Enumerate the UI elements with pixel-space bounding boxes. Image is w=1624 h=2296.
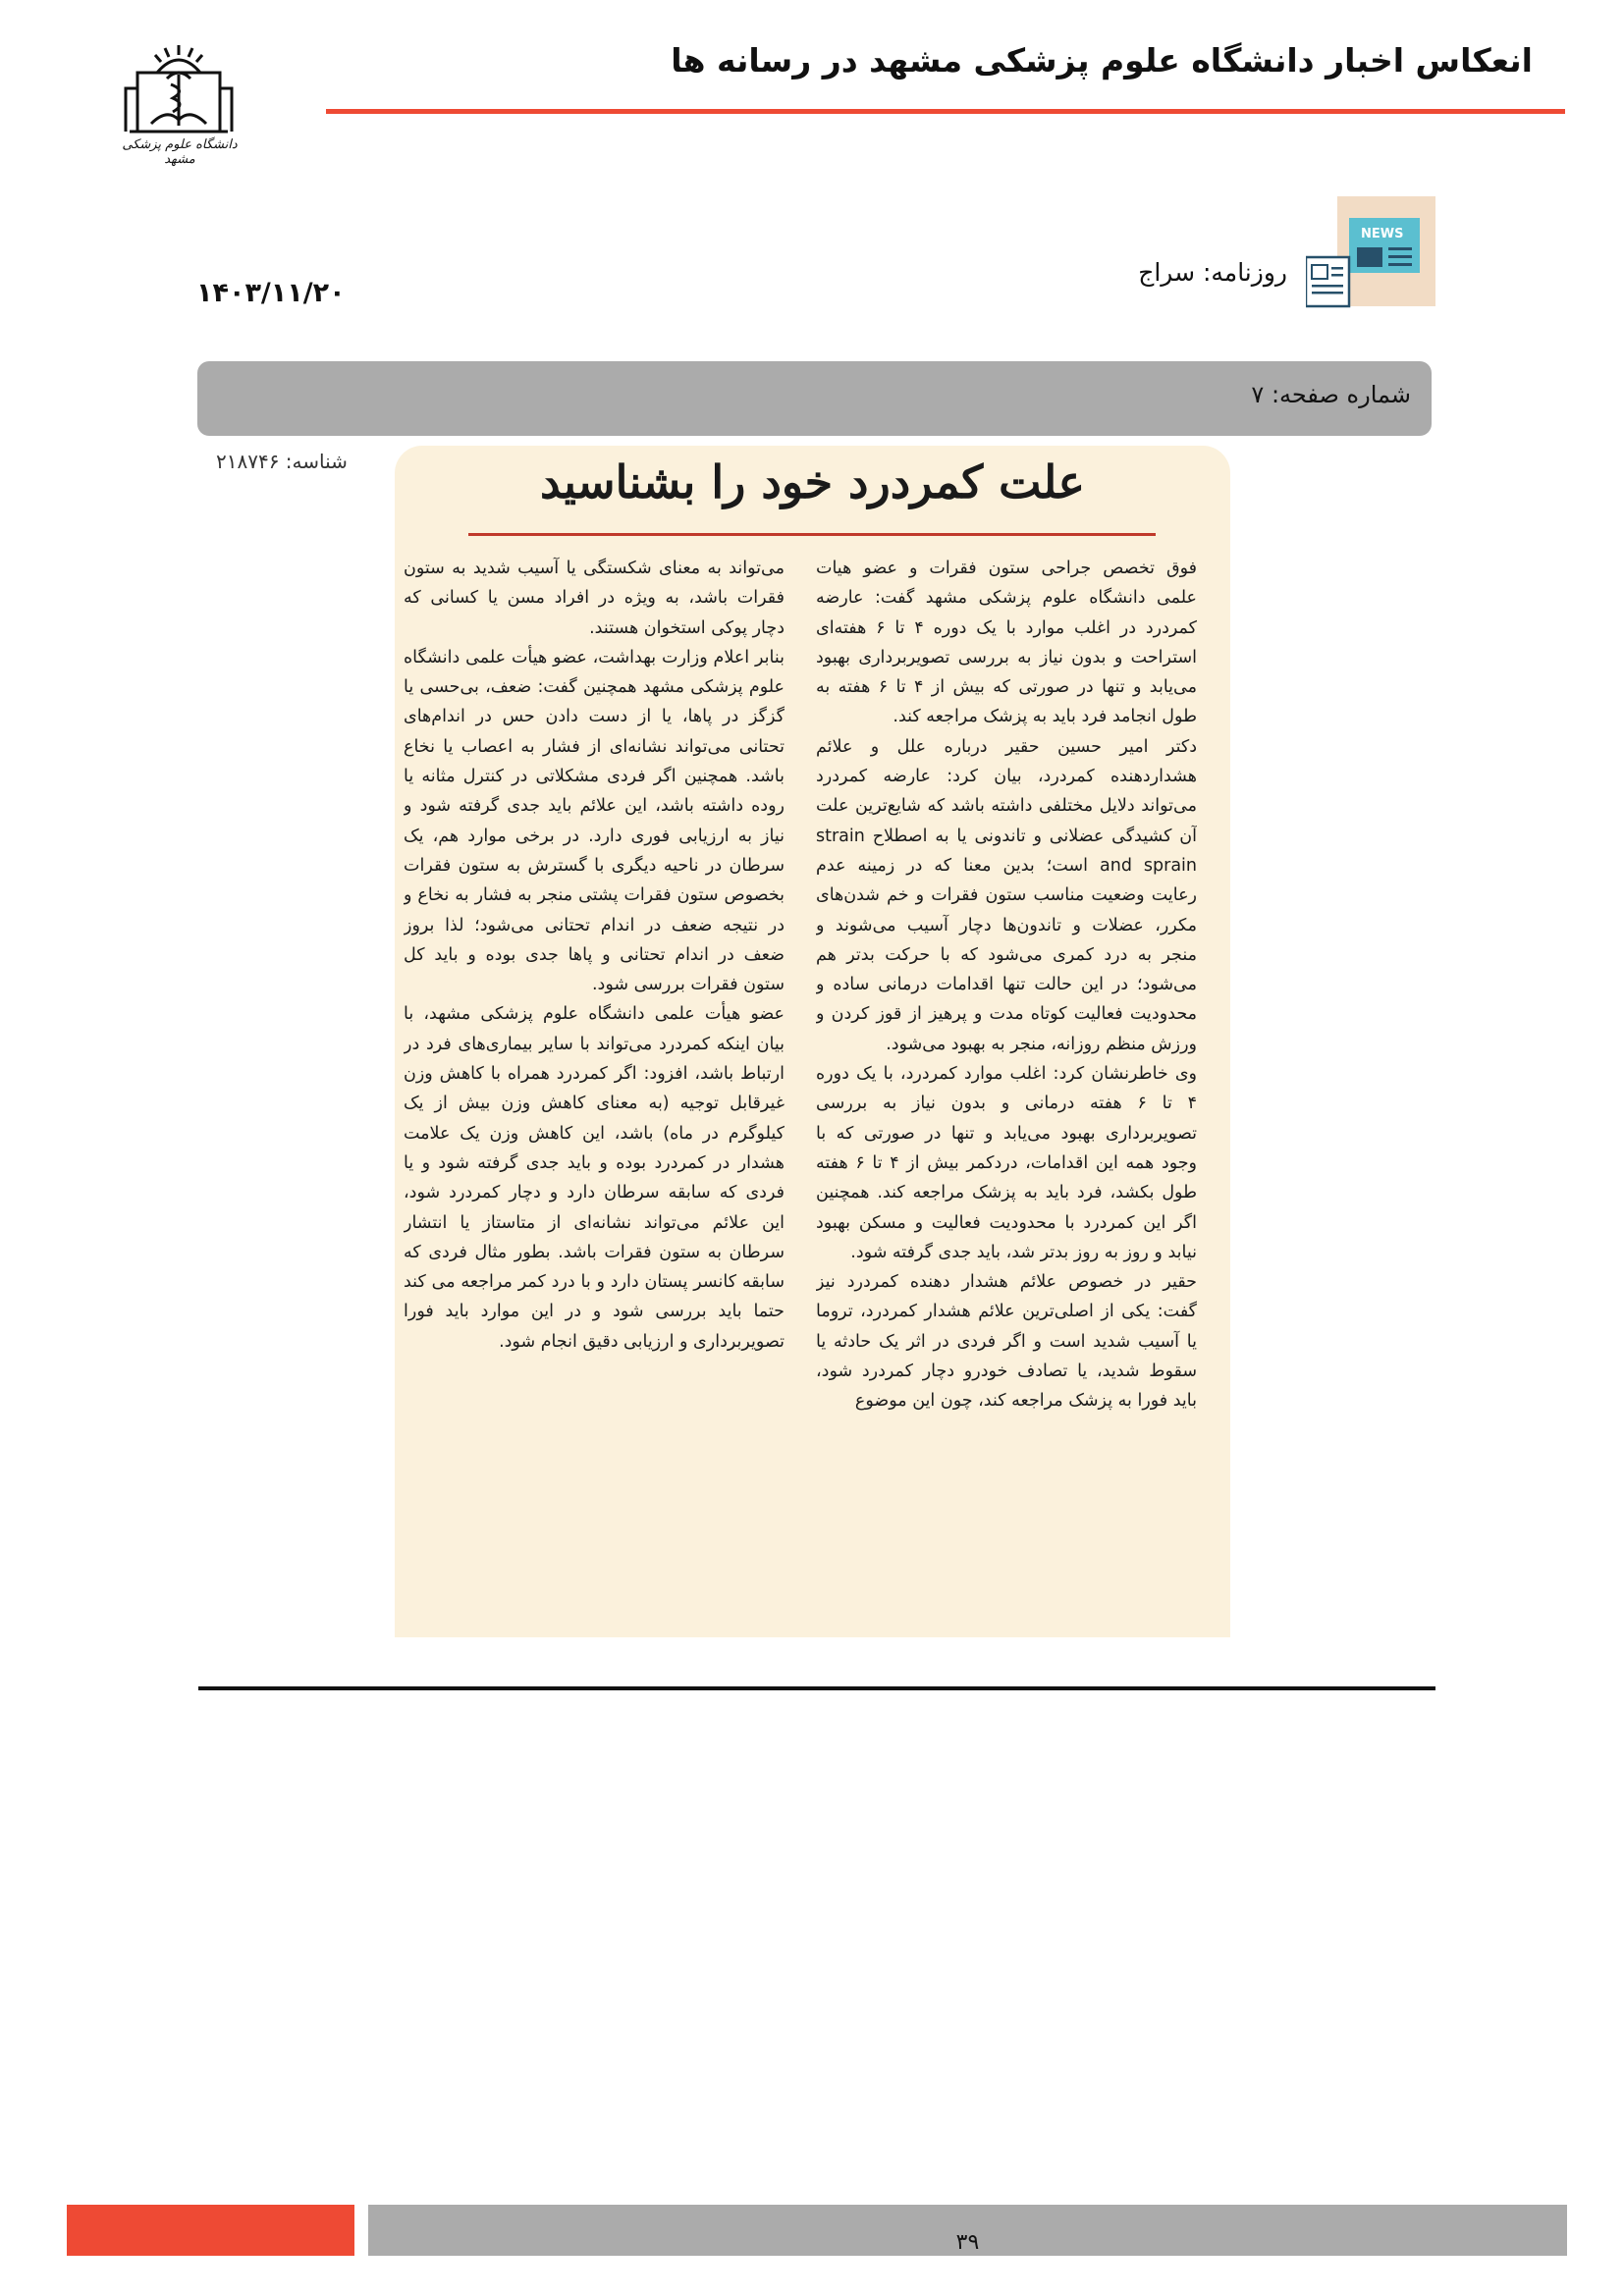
svg-text:NEWS: NEWS [1361, 227, 1404, 241]
document-id: شناسه: ۲۱۸۷۴۶ [216, 450, 348, 473]
publication-date: ۱۴۰۳/۱۱/۲۰ [196, 278, 346, 308]
newspaper-name: روزنامه: سراج [1138, 258, 1287, 287]
article-paragraph: می‌تواند به معنای شکستگی یا آسیب شدید به ستون فقرات باشد، به ویژه در افراد مسن یا کسانی که دچار پوکی استخوان هستند. [404, 559, 785, 638]
university-logo-icon [118, 39, 241, 147]
article-headline: علت کمردرد خود را بشناسید [540, 455, 1085, 508]
news-clipping [395, 446, 1230, 1637]
header-divider [326, 109, 1565, 114]
article-paragraph: حقیر در خصوص علائم هشدار دهنده کمردرد نیز گفت: یکی از اصلی‌ترین علائم هشدار کمردرد، تروما یا آسیب شدید است و اگر فردی در اثر یک حادثه یا سقوط شدید، یا تصادف خودرو دچار کمردرد شود، باید فورا به پزشک مراجعه کند، چون این موضوع [816, 1272, 1197, 1412]
article-paragraph: وی خاطرنشان کرد: اغلب موارد کمردرد، با یک دوره ۴ تا ۶ هفته درمانی و بدون نیاز به بررسی تصویربرداری بهبود می‌یابد و تنها در صورتی که با وجود همه این اقدامات، دردکمر بیش از ۴ تا ۶ هفته طول بکشد، فرد باید به پزشک مراجعه کند. همچنین اگر این کمردرد با محدودیت فعالیت و مسکن بهبود نیابد و روز به روز بدتر شد، باید جدی گرفته شود. [816, 1064, 1197, 1262]
article-paragraph: دکتر امیر حسین حقیر درباره علل و علائم هشداردهنده کمردرد، بیان کرد: عارضه کمردرد می‌تواند دلایل مختلفی داشته باشد که شایع‌ترین علت آن کشیدگی عضلانی و تاندونی یا به اصطلاح strain and sprain است؛ بدین معنا که در زمینه عدم رعایت وضعیت مناسب ستون فقرات و خم شدن‌های مکرر، عضلات و تاندون‌ها دچار آسیب می‌شوند و منجر به درد کمری می‌شود که با حرکت بدتر هم می‌شود؛ در این حالت تنها اقدامات درمانی ساده و محدودیت فعالیت کوتاه مدت و پرهیز از قوز کردن و ورزش منظم روزانه، منجر به بهبود می‌شود. [816, 736, 1197, 1054]
newspaper-icon [1306, 196, 1435, 309]
page-number-label: شماره صفحه: ۷ [1251, 381, 1411, 408]
page-number-bar [197, 361, 1432, 436]
article-column-left [404, 554, 785, 1633]
university-logo-text: دانشگاه علوم پزشکی مشهد [122, 137, 238, 167]
article-paragraph: عضو هیأت علمی دانشگاه علوم پزشکی مشهد، با بیان اینکه کمردرد می‌تواند با سایر بیماری‌های فرد در ارتباط باشد، افزود: اگر کمردرد همراه با کاهش وزن غیرقابل توجیه (به معنای کاهش وزن بیش از یک کیلوگرم در ماه) باشد، این کاهش وزن یک علامت هشدار در کمردرد بوده و باید جدی گرفته شود و یا فردی که سابقه سرطان دارد و دچار کمردرد شود، این علائم می‌تواند نشانه‌ای از متاستاز یا انتشار سرطان به ستون فقرات باشد. بطور مثال فردی که سابقه کانسر پستان دارد و با درد کمر مراجعه می کند حتما باید بررسی شود و در این موارد باید فورا تصویربرداری و ارزیابی دقیق انجام شود. [404, 1004, 785, 1352]
article-column-right [816, 554, 1197, 1633]
header-title: انعکاس اخبار دانشگاه علوم پزشکی مشهد در رسانه ها [671, 41, 1533, 80]
article-paragraph: فوق تخصص جراحی ستون فقرات و عضو هیات علمی دانشگاه علوم پزشکی مشهد گفت: عارضه کمردرد در اغلب موارد با یک دوره ۴ تا ۶ هفته‌ای استراحت و بدون نیاز به بررسی تصویربرداری بهبود می‌یابد و تنها در صورتی که بیش از ۴ تا ۶ هفته به طول انجامد فرد باید به پزشک مراجعه کند. [816, 559, 1197, 727]
content-bottom-divider [198, 1686, 1435, 1690]
footer-accent-block [67, 2205, 354, 2256]
footer-page-number: ۳۹ [955, 2230, 980, 2255]
headline-underline [468, 533, 1156, 536]
article-paragraph: بنابر اعلام وزارت بهداشت، عضو هیأت علمی دانشگاه علوم پزشکی مشهد همچنین گفت: ضعف، بی‌حسی یا گزگز در پاها، یا از دست دادن حس در اندام‌های تحتانی می‌تواند نشانه‌ای از فشار به اعصاب یا نخاع باشد. همچنین اگر فردی مشکلاتی در کنترل مثانه یا روده داشته باشد، این علائم باید جدی گرفته شود و نیاز به ارزیابی فوری دارد. در برخی موارد هم، یک سرطان در ناحیه دیگری با گسترش به ستون فقرات بخصوص ستون فقرات پشتی منجر به فشار به نخاع و در نتیجه ضعف در اندام تحتانی می‌شود؛ لذا بروز ضعف در اندام تحتانی و پاها جدی بوده و باید کل ستون فقرات بررسی شود. [404, 647, 785, 995]
